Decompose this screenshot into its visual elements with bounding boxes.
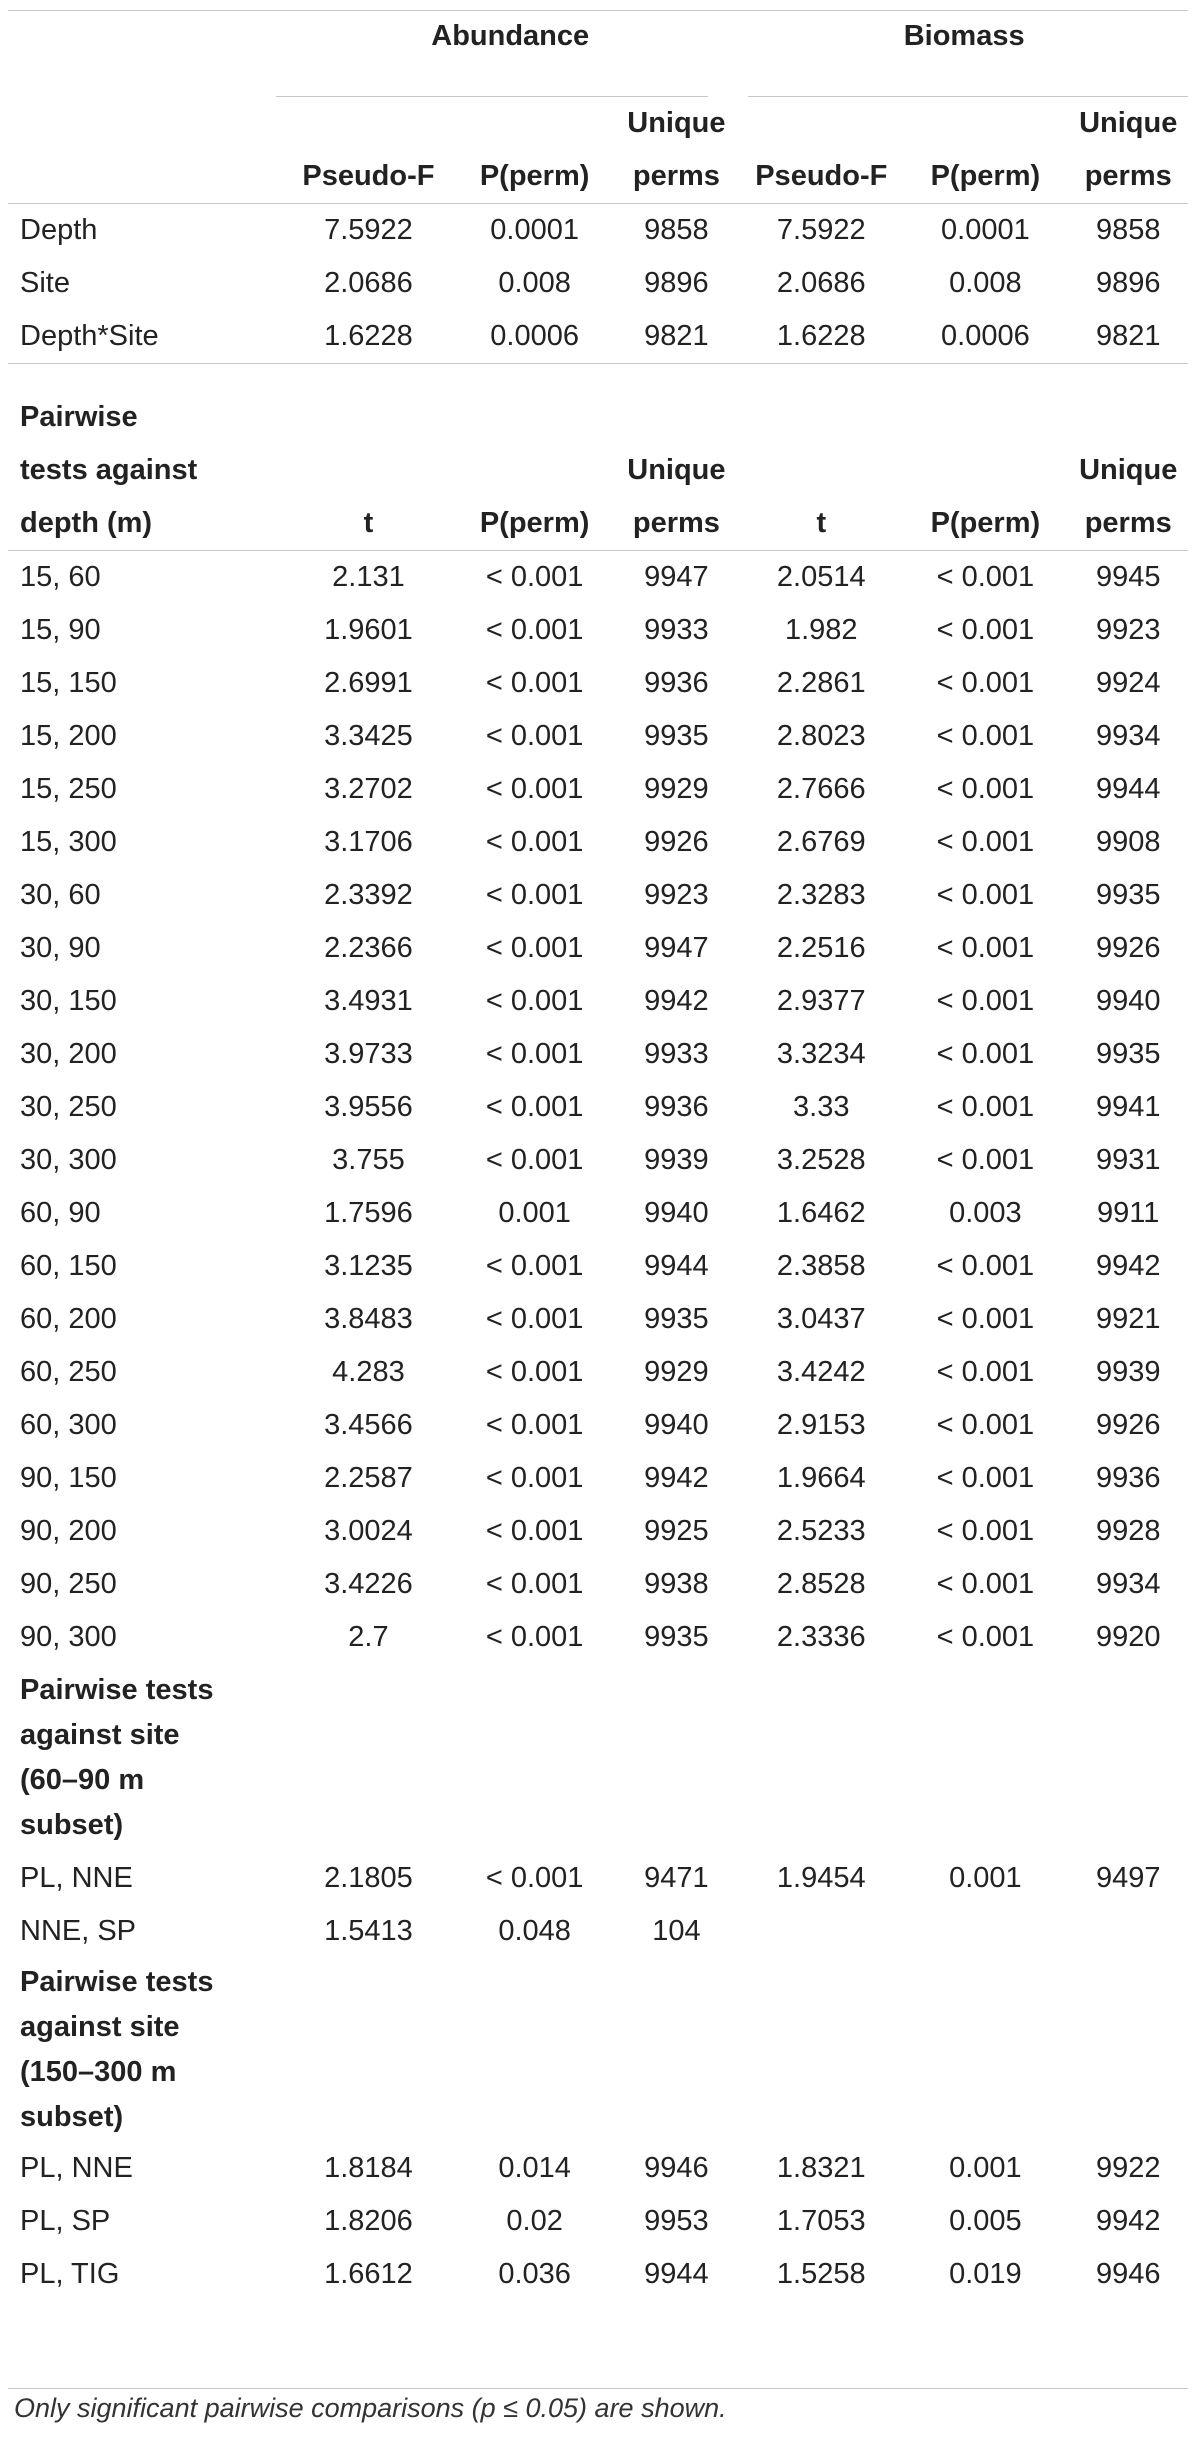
abundance-unique-perms-cell: 9942 bbox=[644, 1462, 709, 1494]
abundance-pseudo-f-cell: 2.6991 bbox=[324, 667, 413, 699]
row-label: PL, NNE bbox=[20, 2152, 133, 2184]
section-empty-cell bbox=[902, 1958, 1068, 2142]
abundance-unique-header-2: perms bbox=[632, 160, 720, 192]
biomass-pseudo-f-cell: 2.0686 bbox=[776, 267, 866, 299]
biomass-unique-perms-cell bbox=[1068, 1905, 1188, 1958]
biomass-pseudo-f-cell: 3.0437 bbox=[776, 1303, 866, 1335]
biomass-unique-perms-cell: 9928 bbox=[1095, 1515, 1161, 1547]
depth-pair-row bbox=[8, 1240, 1188, 1293]
abundance-p-perm-cell: 0.008 bbox=[498, 267, 571, 299]
biomass-pseudo-f-cell: 1.7053 bbox=[776, 2205, 866, 2237]
section-empty-cell bbox=[1068, 1664, 1188, 1852]
header-text: Unique bbox=[1079, 454, 1178, 486]
row-label: 15, 200 bbox=[20, 720, 117, 752]
biomass-pseudo-f-cell: 2.8023 bbox=[776, 720, 866, 752]
row-label: 60, 200 bbox=[20, 1303, 117, 1335]
abundance-unique-perms-header bbox=[613, 364, 741, 551]
row-label: 60, 300 bbox=[20, 1409, 117, 1441]
row-label: 60, 90 bbox=[20, 1197, 101, 1229]
biomass-pseudo-f-cell: 7.5922 bbox=[776, 214, 866, 246]
biomass-p-perm-cell: 0.003 bbox=[949, 1197, 1022, 1229]
abundance-pseudo-f-cell: 1.6612 bbox=[324, 2258, 413, 2290]
biomass-p-perm-cell: 0.019 bbox=[949, 2258, 1022, 2290]
abundance-pseudo-f-cell: 2.0686 bbox=[324, 267, 413, 299]
header-text: P(perm) bbox=[479, 507, 590, 539]
main-effect-row bbox=[8, 204, 1188, 258]
row-label: 90, 300 bbox=[20, 1621, 117, 1653]
abundance-unique-perms-cell: 9940 bbox=[644, 1409, 709, 1441]
abundance-unique-perms-cell: 9939 bbox=[644, 1144, 709, 1176]
biomass-unique-perms-cell: 9946 bbox=[1095, 2258, 1161, 2290]
abundance-p-perm-cell: 0.048 bbox=[498, 1915, 571, 1947]
biomass-unique-perms-header bbox=[1068, 364, 1188, 551]
row-label: 30, 300 bbox=[20, 1144, 117, 1176]
biomass-p-perm-cell: < 0.001 bbox=[936, 1568, 1035, 1600]
abundance-p-perm-header bbox=[457, 364, 613, 551]
biomass-p-perm-cell: < 0.001 bbox=[936, 1250, 1035, 1282]
depth-pair-row bbox=[8, 657, 1188, 710]
biomass-p-perm-cell: < 0.001 bbox=[936, 1621, 1035, 1653]
biomass-p-perm-cell: < 0.001 bbox=[936, 720, 1035, 752]
abundance-unique-perms-cell: 9926 bbox=[644, 826, 709, 858]
abundance-unique-perms-cell: 9821 bbox=[644, 320, 709, 352]
section-label-line: Pairwise tests bbox=[20, 1966, 214, 1998]
group-header-row bbox=[8, 10, 1188, 63]
biomass-unique-perms-cell: 9945 bbox=[1095, 561, 1161, 593]
biomass-p-perm-cell: 0.0006 bbox=[941, 320, 1030, 352]
biomass-pseudo-f-cell: 1.9454 bbox=[776, 1862, 866, 1894]
biomass-pseudo-f-cell: 3.4242 bbox=[776, 1356, 866, 1388]
biomass-p-perm-cell: < 0.001 bbox=[936, 879, 1035, 911]
site-subset-1-header bbox=[8, 1664, 1188, 1852]
abundance-unique-perms-cell: 9938 bbox=[644, 1568, 709, 1600]
biomass-pseudo-f-cell: 2.2861 bbox=[776, 667, 866, 699]
depth-pair-row bbox=[8, 1187, 1188, 1240]
section-empty-cell bbox=[740, 1958, 902, 2142]
site-pair-row bbox=[8, 1852, 1188, 1905]
row-label: 30, 90 bbox=[20, 932, 101, 964]
biomass-pseudo-f-cell: 2.3858 bbox=[776, 1250, 866, 1282]
abundance-unique-perms-cell: 9935 bbox=[644, 1621, 709, 1653]
abundance-p-perm-cell: 0.001 bbox=[498, 1197, 571, 1229]
abundance-unique-perms-cell: 9929 bbox=[644, 773, 709, 805]
abundance-pseudo-f-cell: 3.9733 bbox=[324, 1038, 413, 1070]
abundance-unique-perms-cell: 9940 bbox=[644, 1197, 709, 1229]
biomass-unique-perms-cell: 9920 bbox=[1095, 1621, 1161, 1653]
biomass-unique-perms-cell: 9941 bbox=[1095, 1091, 1161, 1123]
depth-pair-row bbox=[8, 1452, 1188, 1505]
row-label: PL, NNE bbox=[20, 1862, 133, 1894]
biomass-p-perm-cell: < 0.001 bbox=[936, 561, 1035, 593]
biomass-p-perm-header: P(perm) bbox=[930, 160, 1041, 192]
biomass-p-perm-cell: < 0.001 bbox=[936, 1462, 1035, 1494]
biomass-unique-perms-cell: 9926 bbox=[1095, 1409, 1161, 1441]
footnote: Only significant pairwise comparisons (p ≤ 0.05) are shown. bbox=[14, 2393, 727, 2423]
depth-pair-row bbox=[8, 975, 1188, 1028]
biomass-pseudo-f-cell: 3.2528 bbox=[776, 1144, 866, 1176]
biomass-pseudo-f-cell: 1.5258 bbox=[776, 2258, 866, 2290]
abundance-unique-perms-cell: 9925 bbox=[644, 1515, 709, 1547]
abundance-underline bbox=[276, 96, 708, 97]
row-label: Depth bbox=[20, 214, 98, 246]
section-label-line: (60–90 m bbox=[20, 1764, 145, 1796]
abundance-unique-perms-cell: 9933 bbox=[644, 1038, 709, 1070]
biomass-unique-perms-cell: 9924 bbox=[1095, 667, 1161, 699]
section-empty-cell bbox=[902, 1664, 1068, 1852]
abundance-p-perm-cell: < 0.001 bbox=[485, 773, 584, 805]
section-label-line: against site bbox=[20, 2011, 180, 2043]
abundance-p-perm-cell: < 0.001 bbox=[485, 1862, 584, 1894]
biomass-pseudo-f-cell: 1.9664 bbox=[776, 1462, 866, 1494]
abundance-pseudo-f-cell: 7.5922 bbox=[324, 214, 413, 246]
site-subset-2-header bbox=[8, 1958, 1188, 2142]
abundance-unique-perms-cell: 9933 bbox=[644, 614, 709, 646]
row-label: 60, 250 bbox=[20, 1356, 117, 1388]
abundance-pseudo-f-cell: 3.2702 bbox=[324, 773, 413, 805]
row-label: 15, 250 bbox=[20, 773, 117, 805]
abundance-pseudo-f-cell: 3.4566 bbox=[324, 1409, 413, 1441]
biomass-pseudo-f-cell: 2.9153 bbox=[776, 1409, 866, 1441]
depth-pair-row bbox=[8, 816, 1188, 869]
site-pair-row bbox=[8, 1905, 1188, 1958]
row-label: 60, 150 bbox=[20, 1250, 117, 1282]
abundance-pseudo-f-cell: 3.8483 bbox=[324, 1303, 413, 1335]
header-text: Unique bbox=[627, 454, 726, 486]
abundance-p-perm-cell: < 0.001 bbox=[485, 561, 584, 593]
biomass-p-perm-cell: 0.005 bbox=[949, 2205, 1022, 2237]
row-label: 15, 150 bbox=[20, 667, 117, 699]
abundance-unique-perms-cell: 9896 bbox=[644, 267, 709, 299]
biomass-unique-perms-cell: 9935 bbox=[1095, 1038, 1161, 1070]
row-label: PL, SP bbox=[20, 2205, 111, 2237]
biomass-pseudo-f-cell: 2.8528 bbox=[776, 1568, 866, 1600]
abundance-unique-perms-cell: 9944 bbox=[644, 2258, 709, 2290]
abundance-p-perm-cell: < 0.001 bbox=[485, 1515, 584, 1547]
depth-pair-row bbox=[8, 869, 1188, 922]
biomass-unique-perms-cell: 9942 bbox=[1095, 2205, 1161, 2237]
biomass-p-perm-cell: < 0.001 bbox=[936, 773, 1035, 805]
abundance-p-perm-cell: 0.036 bbox=[498, 2258, 571, 2290]
abundance-p-perm-cell: < 0.001 bbox=[485, 985, 584, 1017]
header-text: t bbox=[816, 507, 827, 539]
biomass-pseudo-f-cell: 1.6228 bbox=[776, 320, 866, 352]
section-label bbox=[8, 1958, 280, 2142]
section-label-line: subset) bbox=[20, 2101, 124, 2133]
abundance-pseudo-f-cell: 3.1706 bbox=[324, 826, 413, 858]
row-label: 30, 150 bbox=[20, 985, 117, 1017]
biomass-unique-perms-cell: 9942 bbox=[1095, 1250, 1161, 1282]
depth-pair-row bbox=[8, 1134, 1188, 1187]
biomass-pseudo-f-cell: 3.33 bbox=[793, 1091, 850, 1123]
abundance-unique-perms-cell: 9936 bbox=[644, 1091, 709, 1123]
pairwise-depth-label-line: tests against bbox=[20, 454, 198, 486]
row-label: 30, 250 bbox=[20, 1091, 117, 1123]
site-pair-row bbox=[8, 2248, 1188, 2301]
depth-pair-row bbox=[8, 710, 1188, 763]
row-label: 15, 60 bbox=[20, 561, 101, 593]
abundance-unique-perms-cell: 9944 bbox=[644, 1250, 709, 1282]
biomass-unique-perms-cell: 9921 bbox=[1095, 1303, 1161, 1335]
header-text: P(perm) bbox=[930, 507, 1041, 539]
abundance-unique-perms-cell: 9947 bbox=[644, 561, 709, 593]
abundance-pseudo-f-cell: 2.1805 bbox=[324, 1862, 413, 1894]
biomass-unique-header-1: Unique bbox=[1079, 107, 1178, 139]
biomass-unique-perms-cell: 9934 bbox=[1095, 1568, 1161, 1600]
row-label: NNE, SP bbox=[20, 1915, 137, 1947]
abundance-p-perm-cell: < 0.001 bbox=[485, 614, 584, 646]
biomass-unique-perms-cell: 9926 bbox=[1095, 932, 1161, 964]
biomass-unique-perms-cell: 9908 bbox=[1095, 826, 1161, 858]
row-label: 90, 250 bbox=[20, 1568, 117, 1600]
abundance-pseudo-f-cell: 2.2366 bbox=[324, 932, 413, 964]
depth-pair-row bbox=[8, 551, 1188, 605]
depth-pair-row bbox=[8, 1505, 1188, 1558]
biomass-p-perm-cell: < 0.001 bbox=[936, 826, 1035, 858]
biomass-pseudo-f-cell: 3.3234 bbox=[776, 1038, 866, 1070]
biomass-p-perm-cell: < 0.001 bbox=[936, 1038, 1035, 1070]
abundance-pseudo-f-cell: 1.7596 bbox=[324, 1197, 413, 1229]
abundance-pseudo-f-cell: 1.8184 bbox=[324, 2152, 413, 2184]
abundance-p-perm-cell: 0.014 bbox=[498, 2152, 571, 2184]
abundance-p-perm-cell: < 0.001 bbox=[485, 879, 584, 911]
column-header-row bbox=[8, 63, 1188, 204]
abundance-unique-perms-cell: 9471 bbox=[644, 1862, 709, 1894]
abundance-p-perm-cell: < 0.001 bbox=[485, 1356, 584, 1388]
abundance-pseudo-f-cell: 3.9556 bbox=[324, 1091, 413, 1123]
abundance-pseudo-f-header bbox=[280, 364, 457, 551]
abundance-group-label: Abundance bbox=[431, 20, 590, 52]
row-label: 15, 90 bbox=[20, 614, 101, 646]
abundance-unique-perms-cell: 9929 bbox=[644, 1356, 709, 1388]
abundance-pseudo-f-cell: 2.3392 bbox=[324, 879, 413, 911]
abundance-unique-header-1: Unique bbox=[627, 107, 726, 139]
depth-pair-row bbox=[8, 922, 1188, 975]
biomass-p-perm-cell: < 0.001 bbox=[936, 985, 1035, 1017]
abundance-pseudo-f-cell: 3.0024 bbox=[324, 1515, 413, 1547]
depth-pair-row bbox=[8, 1399, 1188, 1452]
biomass-unique-perms-cell: 9939 bbox=[1095, 1356, 1161, 1388]
biomass-pseudo-f-cell: 2.9377 bbox=[776, 985, 866, 1017]
biomass-pseudo-f-cell: 2.6769 bbox=[776, 826, 866, 858]
abundance-pseudo-f-cell: 1.8206 bbox=[324, 2205, 413, 2237]
depth-pair-row bbox=[8, 1028, 1188, 1081]
depth-pair-row bbox=[8, 1293, 1188, 1346]
depth-pair-row bbox=[8, 1558, 1188, 1611]
biomass-p-perm-cell bbox=[902, 1905, 1068, 1958]
section-label-line: subset) bbox=[20, 1809, 124, 1841]
pairwise-depth-label bbox=[8, 364, 280, 551]
abundance-unique-perms-cell: 9946 bbox=[644, 2152, 709, 2184]
biomass-pseudo-f-cell: 2.3283 bbox=[776, 879, 866, 911]
depth-pair-row bbox=[8, 1346, 1188, 1399]
row-label: 30, 200 bbox=[20, 1038, 117, 1070]
abundance-unique-perms-cell: 104 bbox=[652, 1915, 701, 1947]
row-label: 90, 150 bbox=[20, 1462, 117, 1494]
biomass-p-perm-cell: < 0.001 bbox=[936, 1356, 1035, 1388]
depth-pair-row bbox=[8, 1081, 1188, 1134]
abundance-p-perm-cell: < 0.001 bbox=[485, 1409, 584, 1441]
header-text: perms bbox=[1084, 507, 1172, 539]
abundance-pseudo-f-cell: 3.755 bbox=[332, 1144, 405, 1176]
biomass-unique-perms-cell: 9931 bbox=[1095, 1144, 1161, 1176]
abundance-p-perm-cell: 0.0006 bbox=[490, 320, 579, 352]
abundance-unique-perms-cell: 9858 bbox=[644, 214, 709, 246]
section-empty-cell bbox=[1068, 1958, 1188, 2142]
row-label: PL, TIG bbox=[20, 2258, 120, 2290]
table-bottom-rule bbox=[8, 2388, 1188, 2389]
abundance-unique-perms-cell: 9936 bbox=[644, 667, 709, 699]
abundance-pseudo-f-cell: 3.4226 bbox=[324, 1568, 413, 1600]
section-empty-cell bbox=[457, 1958, 613, 2142]
abundance-unique-perms-cell: 9947 bbox=[644, 932, 709, 964]
biomass-pseudo-f-cell: 1.982 bbox=[784, 614, 858, 646]
biomass-unique-perms-cell: 9936 bbox=[1095, 1462, 1161, 1494]
biomass-pseudo-f-cell: 2.0514 bbox=[776, 561, 866, 593]
abundance-p-perm-cell: < 0.001 bbox=[485, 932, 584, 964]
permanova-results-table bbox=[8, 10, 1188, 2301]
header-text: perms bbox=[632, 507, 720, 539]
biomass-pseudo-f-cell: 1.8321 bbox=[776, 2152, 866, 2184]
abundance-pseudo-f-cell: 2.131 bbox=[332, 561, 405, 593]
row-label: Site bbox=[20, 267, 70, 299]
biomass-group-label: Biomass bbox=[903, 20, 1025, 52]
site-pair-row bbox=[8, 2195, 1188, 2248]
section-label-line: Pairwise tests bbox=[20, 1674, 214, 1706]
biomass-pseudo-f-cell bbox=[740, 1905, 902, 1958]
section-empty-cell bbox=[457, 1664, 613, 1852]
section-empty-cell bbox=[613, 1664, 741, 1852]
abundance-p-perm-cell: < 0.001 bbox=[485, 720, 584, 752]
biomass-p-perm-cell: < 0.001 bbox=[936, 614, 1035, 646]
abundance-pseudo-f-cell: 2.2587 bbox=[324, 1462, 413, 1494]
biomass-p-perm-cell: < 0.001 bbox=[936, 1409, 1035, 1441]
section-label-line: (150–300 m bbox=[20, 2056, 177, 2088]
abundance-pseudo-f-cell: 4.283 bbox=[332, 1356, 405, 1388]
biomass-unique-perms-cell: 9923 bbox=[1095, 614, 1161, 646]
biomass-unique-perms-cell: 9922 bbox=[1095, 2152, 1161, 2184]
biomass-unique-perms-cell: 9911 bbox=[1097, 1197, 1160, 1229]
section-empty-cell bbox=[740, 1664, 902, 1852]
section-empty-cell bbox=[280, 1664, 457, 1852]
row-label: Depth*Site bbox=[20, 320, 159, 352]
abundance-pseudo-f-cell: 3.3425 bbox=[324, 720, 413, 752]
abundance-pseudo-f-cell: 2.7 bbox=[348, 1621, 389, 1653]
abundance-unique-perms-cell: 9953 bbox=[644, 2205, 709, 2237]
row-label: 90, 200 bbox=[20, 1515, 117, 1547]
biomass-pseudo-f-cell: 2.5233 bbox=[776, 1515, 866, 1547]
abundance-p-perm-cell: < 0.001 bbox=[485, 1568, 584, 1600]
biomass-p-perm-cell: < 0.001 bbox=[936, 1515, 1035, 1547]
biomass-p-perm-cell: 0.001 bbox=[949, 1862, 1022, 1894]
abundance-unique-perms-cell: 9923 bbox=[644, 879, 709, 911]
pairwise-depth-label-line: Pairwise bbox=[20, 401, 138, 433]
biomass-underline bbox=[748, 96, 1188, 97]
abundance-p-perm-cell: < 0.001 bbox=[485, 1303, 584, 1335]
biomass-p-perm-cell: < 0.001 bbox=[936, 1303, 1035, 1335]
abundance-unique-perms-cell: 9942 bbox=[644, 985, 709, 1017]
biomass-p-perm-cell: < 0.001 bbox=[936, 932, 1035, 964]
main-effect-row bbox=[8, 257, 1188, 310]
abundance-pseudo-f-header: Pseudo-F bbox=[302, 160, 435, 192]
biomass-unique-perms-cell: 9821 bbox=[1095, 320, 1161, 352]
biomass-unique-perms-cell: 9896 bbox=[1095, 267, 1161, 299]
section-empty-cell bbox=[280, 1958, 457, 2142]
header-text: t bbox=[363, 507, 374, 539]
biomass-p-perm-cell: 0.001 bbox=[949, 2152, 1022, 2184]
section-empty-cell bbox=[613, 1958, 741, 2142]
section-label bbox=[8, 1664, 280, 1852]
depth-pair-row bbox=[8, 604, 1188, 657]
abundance-p-perm-cell: < 0.001 bbox=[485, 826, 584, 858]
biomass-pseudo-f-header: Pseudo-F bbox=[755, 160, 888, 192]
biomass-pseudo-f-cell: 1.6462 bbox=[776, 1197, 866, 1229]
biomass-unique-perms-cell: 9858 bbox=[1095, 214, 1161, 246]
abundance-unique-perms-cell: 9935 bbox=[644, 720, 709, 752]
abundance-p-perm-cell: < 0.001 bbox=[485, 1462, 584, 1494]
abundance-p-perm-cell: < 0.001 bbox=[485, 667, 584, 699]
pairwise-depth-header-row bbox=[8, 364, 1188, 551]
abundance-pseudo-f-cell: 3.1235 bbox=[324, 1250, 413, 1282]
section-label-line: against site bbox=[20, 1719, 180, 1751]
biomass-p-perm-cell: < 0.001 bbox=[936, 667, 1035, 699]
biomass-unique-perms-cell: 9944 bbox=[1095, 773, 1161, 805]
abundance-unique-perms-cell: 9935 bbox=[644, 1303, 709, 1335]
abundance-pseudo-f-cell: 1.5413 bbox=[324, 1915, 413, 1947]
biomass-pseudo-f-cell: 2.7666 bbox=[776, 773, 866, 805]
abundance-pseudo-f-cell: 1.9601 bbox=[324, 614, 413, 646]
abundance-p-perm-cell: < 0.001 bbox=[485, 1250, 584, 1282]
biomass-pseudo-f-header bbox=[740, 364, 902, 551]
abundance-p-perm-cell: < 0.001 bbox=[485, 1038, 584, 1070]
biomass-p-perm-cell: 0.008 bbox=[949, 267, 1022, 299]
main-effect-row bbox=[8, 310, 1188, 364]
abundance-pseudo-f-cell: 3.4931 bbox=[324, 985, 413, 1017]
biomass-p-perm-cell: < 0.001 bbox=[936, 1144, 1035, 1176]
row-label: 15, 300 bbox=[20, 826, 117, 858]
abundance-p-perm-cell: < 0.001 bbox=[485, 1144, 584, 1176]
site-pair-row bbox=[8, 2142, 1188, 2195]
depth-pair-row bbox=[8, 763, 1188, 816]
abundance-p-perm-cell: 0.02 bbox=[506, 2205, 563, 2237]
biomass-pseudo-f-cell: 2.3336 bbox=[776, 1621, 866, 1653]
depth-pair-row bbox=[8, 1611, 1188, 1664]
biomass-p-perm-cell: 0.0001 bbox=[941, 214, 1030, 246]
biomass-unique-perms-cell: 9934 bbox=[1095, 720, 1161, 752]
pairwise-depth-label-line: depth (m) bbox=[20, 507, 153, 539]
abundance-p-perm-cell: < 0.001 bbox=[485, 1621, 584, 1653]
biomass-p-perm-header bbox=[902, 364, 1068, 551]
biomass-unique-header-2: perms bbox=[1084, 160, 1172, 192]
abundance-p-perm-cell: 0.0001 bbox=[490, 214, 579, 246]
row-label: 30, 60 bbox=[20, 879, 101, 911]
abundance-pseudo-f-cell: 1.6228 bbox=[324, 320, 413, 352]
biomass-unique-perms-cell: 9940 bbox=[1095, 985, 1161, 1017]
abundance-p-perm-header: P(perm) bbox=[479, 160, 590, 192]
biomass-pseudo-f-cell: 2.2516 bbox=[776, 932, 866, 964]
biomass-unique-perms-cell: 9497 bbox=[1095, 1862, 1161, 1894]
biomass-unique-perms-cell: 9935 bbox=[1095, 879, 1161, 911]
biomass-p-perm-cell: < 0.001 bbox=[936, 1091, 1035, 1123]
abundance-p-perm-cell: < 0.001 bbox=[485, 1091, 584, 1123]
